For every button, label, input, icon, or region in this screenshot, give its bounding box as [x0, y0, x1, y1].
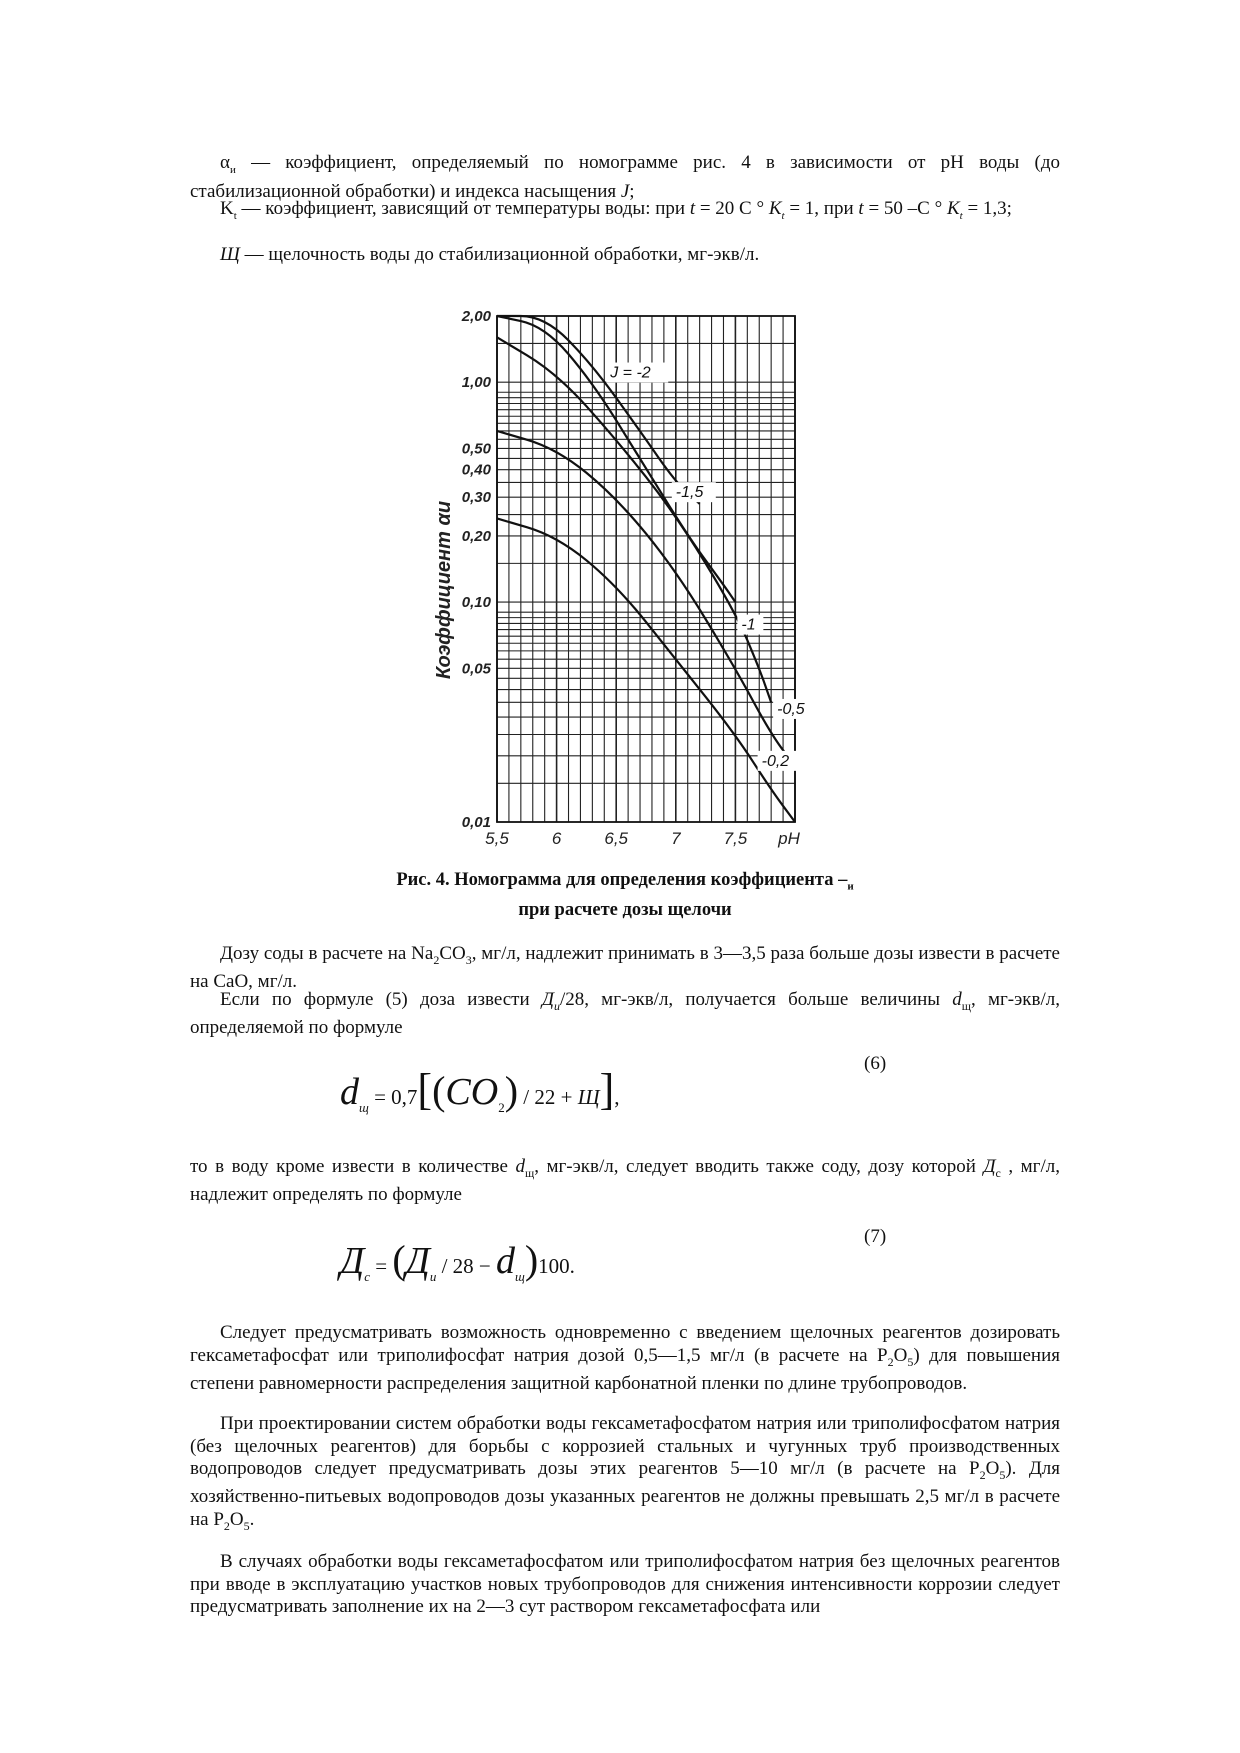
shch-symbol: Щ [220, 244, 240, 265]
kt-text-3: = 1, при [784, 198, 859, 219]
paragraph-new-pipelines [190, 1551, 1060, 1619]
eq7-left-paren: ( [392, 1237, 406, 1282]
eq6-left-bracket: [ [417, 1065, 433, 1114]
alpha-subscript: и [229, 163, 236, 176]
chart-grid [497, 316, 795, 822]
y-tick-label: 0,05 [461, 660, 491, 678]
p5-text-o2: O [229, 1508, 244, 1530]
paragraph-lime-dose [190, 989, 1060, 1040]
eq6-right-paren: ) [504, 1068, 519, 1113]
p5-sub-3: 2 [223, 1518, 230, 1533]
p4-sub-1: 2 [887, 1354, 894, 1369]
eq6-lhs: d [340, 1071, 359, 1113]
eq6-co-sub: 2 [498, 1100, 505, 1115]
y-tick-label: 0,10 [461, 594, 491, 612]
p2-text-3: , мг-экв/л, определяемой по формуле [190, 989, 1061, 1039]
paragraph-hexametaphosphate [190, 1322, 1060, 1395]
curve-label: -1,5 [675, 484, 704, 502]
index-J: J [620, 181, 630, 203]
p3-D-sub: с [995, 1165, 1001, 1180]
y-tick-label: 2,00 [461, 308, 491, 325]
eq7-lhs: Д [340, 1240, 365, 1282]
p4-text-o: O [893, 1344, 908, 1366]
x-tick-label: 7,5 [723, 829, 748, 848]
alpha-symbol: α [220, 152, 230, 173]
paragraph-design-doses [190, 1413, 1060, 1537]
eq7-d-sub: щ [515, 1269, 525, 1284]
p2-d-sub: щ [961, 998, 972, 1013]
p3-text-1: то в воду кроме извести в количестве [190, 1156, 516, 1177]
alpha-text: — коэффициент, определяемый по номограмме рис. 4 в зависимости от рН воды (до стабилизационной обработки) и индекса насыщения [190, 152, 1060, 203]
paragraph-soda-dose [190, 943, 1060, 994]
curve-label: -1 [741, 616, 756, 634]
paragraph-soda-addition [190, 1156, 1060, 1207]
p4-text-2: ) для повышения степени равномерности распределения защитной карбонатной пленки по длине трубопроводов. [190, 1344, 1061, 1394]
p2-D-sub: и [553, 998, 560, 1013]
p3-d: d [515, 1156, 525, 1177]
kt-text-4: = 50 –C ° [863, 198, 947, 219]
figure-caption [190, 869, 1060, 922]
p3-d-sub: щ [524, 1165, 535, 1180]
p1-text-2: CO [439, 943, 466, 964]
p3-text-2: , мг-экв/л, следует вводить также соду, дозу которой [534, 1156, 984, 1177]
p2-text-1: Если по формуле (5) доза извести [220, 989, 542, 1010]
p1-sub-2: 3 [465, 952, 472, 967]
kt-k-2-sub: t [959, 209, 963, 222]
x-tick-label: 6 [551, 829, 562, 848]
p1-text-3: , мг/л, надлежит принимать в 3—3,5 раза больше дозы извести в расчете на CaO, мг/л. [190, 943, 1060, 993]
kt-subscript: t [233, 209, 237, 222]
kt-symbol: K [220, 198, 234, 219]
y-tick-label: 0,40 [461, 461, 491, 479]
kt-k-1: K [768, 198, 782, 219]
p5-text-3: . [249, 1508, 255, 1530]
p5-sub-2: 5 [999, 1467, 1006, 1482]
equation-7-number: (7) [864, 1226, 887, 1247]
caption-subscript: и [847, 880, 854, 893]
eq7-right-paren: ) [524, 1237, 539, 1282]
eq6-lhs-sub: щ [359, 1100, 369, 1115]
p1-sub-1: 2 [433, 952, 440, 967]
eq7-d: d [496, 1240, 516, 1282]
p2-D: Д [541, 989, 554, 1010]
kt-k-1-sub: t [781, 209, 785, 222]
p4-sub-2: 5 [907, 1354, 914, 1369]
caption-line-2: при расчете дозы щелочи [518, 899, 732, 920]
p2-text-2: /28, мг-экв/л, получается больше величины [559, 989, 953, 1010]
eq7-D-sub: и [429, 1269, 437, 1284]
y-tick-label: 1,00 [461, 374, 491, 392]
chart-ticks [461, 308, 801, 848]
eq7-end: 100. [538, 1254, 575, 1278]
equation-6 [340, 1064, 620, 1115]
kt-text-1: — коэффициент, зависящий от температуры воды: при [236, 198, 690, 219]
eq6-middle: / 22 + [518, 1085, 578, 1109]
p5-text-1: При проектировании систем обработки воды гексаметафосфатом натрия или триполифосфатом натрия (без щелочных реагентов) для борьбы с коррозией стальных и чугунных труб производственных водопроводов следует предусматривать дозы этих реагентов 5—10 мг/л (в расчете на P [190, 1413, 1060, 1479]
x-tick-label: 7 [671, 829, 681, 848]
eq6-co: CO [445, 1071, 499, 1113]
p6-text: В случаях обработки воды гексаметафосфатом или триполифосфатом натрия без щелочных реагентов при вводе в эксплуатацию участков новых трубопроводов для снижения интенсивности коррозии следует предусматривать заполнение их на 2—3 сут раствором гексаметафосфата или [190, 1551, 1060, 1617]
kt-text-5: = 1,3; [962, 198, 1012, 219]
curve-label: -0,2 [761, 752, 790, 770]
p5-sub-4: 5 [243, 1518, 250, 1533]
eq6-left-paren: ( [432, 1068, 446, 1113]
kt-t-1: t [689, 198, 696, 219]
alpha-end: ; [629, 181, 635, 203]
eq6-right-bracket: ] [599, 1065, 615, 1114]
eq7-D: Д [405, 1240, 430, 1282]
curve-label: -0,5 [777, 700, 805, 718]
x-tick-label: 5,5 [485, 829, 509, 848]
eq7-lhs-sub: c [364, 1269, 370, 1284]
eq6-end: , [614, 1085, 620, 1109]
kt-k-2: K [946, 198, 960, 219]
y-tick-label: 0,20 [461, 527, 491, 545]
equation-7 [340, 1236, 575, 1283]
y-tick-label: 0,30 [461, 489, 491, 507]
y-axis-label: Коэффициент αи [433, 500, 455, 680]
x-tick-label: 6,5 [604, 829, 629, 848]
caption-text-1: Рис. 4. Номограмма для определения коэффициента [396, 870, 834, 890]
p2-d: d [952, 989, 962, 1010]
eq6-equals: = 0,7 [368, 1085, 418, 1109]
p5-text-o1: O [985, 1458, 1000, 1479]
p5-text-2: ). Для хозяйственно-питьевых водопроводов дозы указанных реагентов не должны превышать 2,5 мг/л в расчете на P [190, 1458, 1061, 1530]
kt-t-2: t [858, 198, 864, 219]
p3-D: Д [983, 1156, 996, 1177]
shch-text: — щелочность воды до стабилизационной обработки, мг-экв/л. [239, 244, 760, 265]
eq7-equals: = [369, 1254, 393, 1278]
p4-text-1: Следует предусматривать возможность одновременно с введением щелочных реагентов дозировать гексаметафосфат или триполифосфат натрия дозой 0,5—1,5 мг/л (в расчете на P [190, 1322, 1060, 1366]
curve-series [497, 518, 795, 822]
p5-sub-1: 2 [979, 1467, 986, 1482]
equation-6-number: (6) [864, 1053, 887, 1074]
p3-text-3: , мг/л, надлежит определять по формуле [190, 1156, 1060, 1206]
kt-text-2: = 20 C ° [695, 198, 769, 219]
curve-label: J = -2 [610, 364, 651, 382]
eq7-middle: / 28 − [436, 1254, 497, 1278]
y-tick-label: 0,01 [461, 814, 491, 831]
p1-text-1: Дозу соды в расчете на Na [220, 943, 434, 964]
x-tick-label: pH [778, 829, 800, 848]
eq6-shch: Щ [577, 1085, 600, 1109]
curve-series [497, 431, 795, 766]
caption-symbol: – [838, 870, 848, 890]
y-tick-label: 0,50 [461, 440, 491, 458]
caption-line-1 [190, 869, 1060, 899]
